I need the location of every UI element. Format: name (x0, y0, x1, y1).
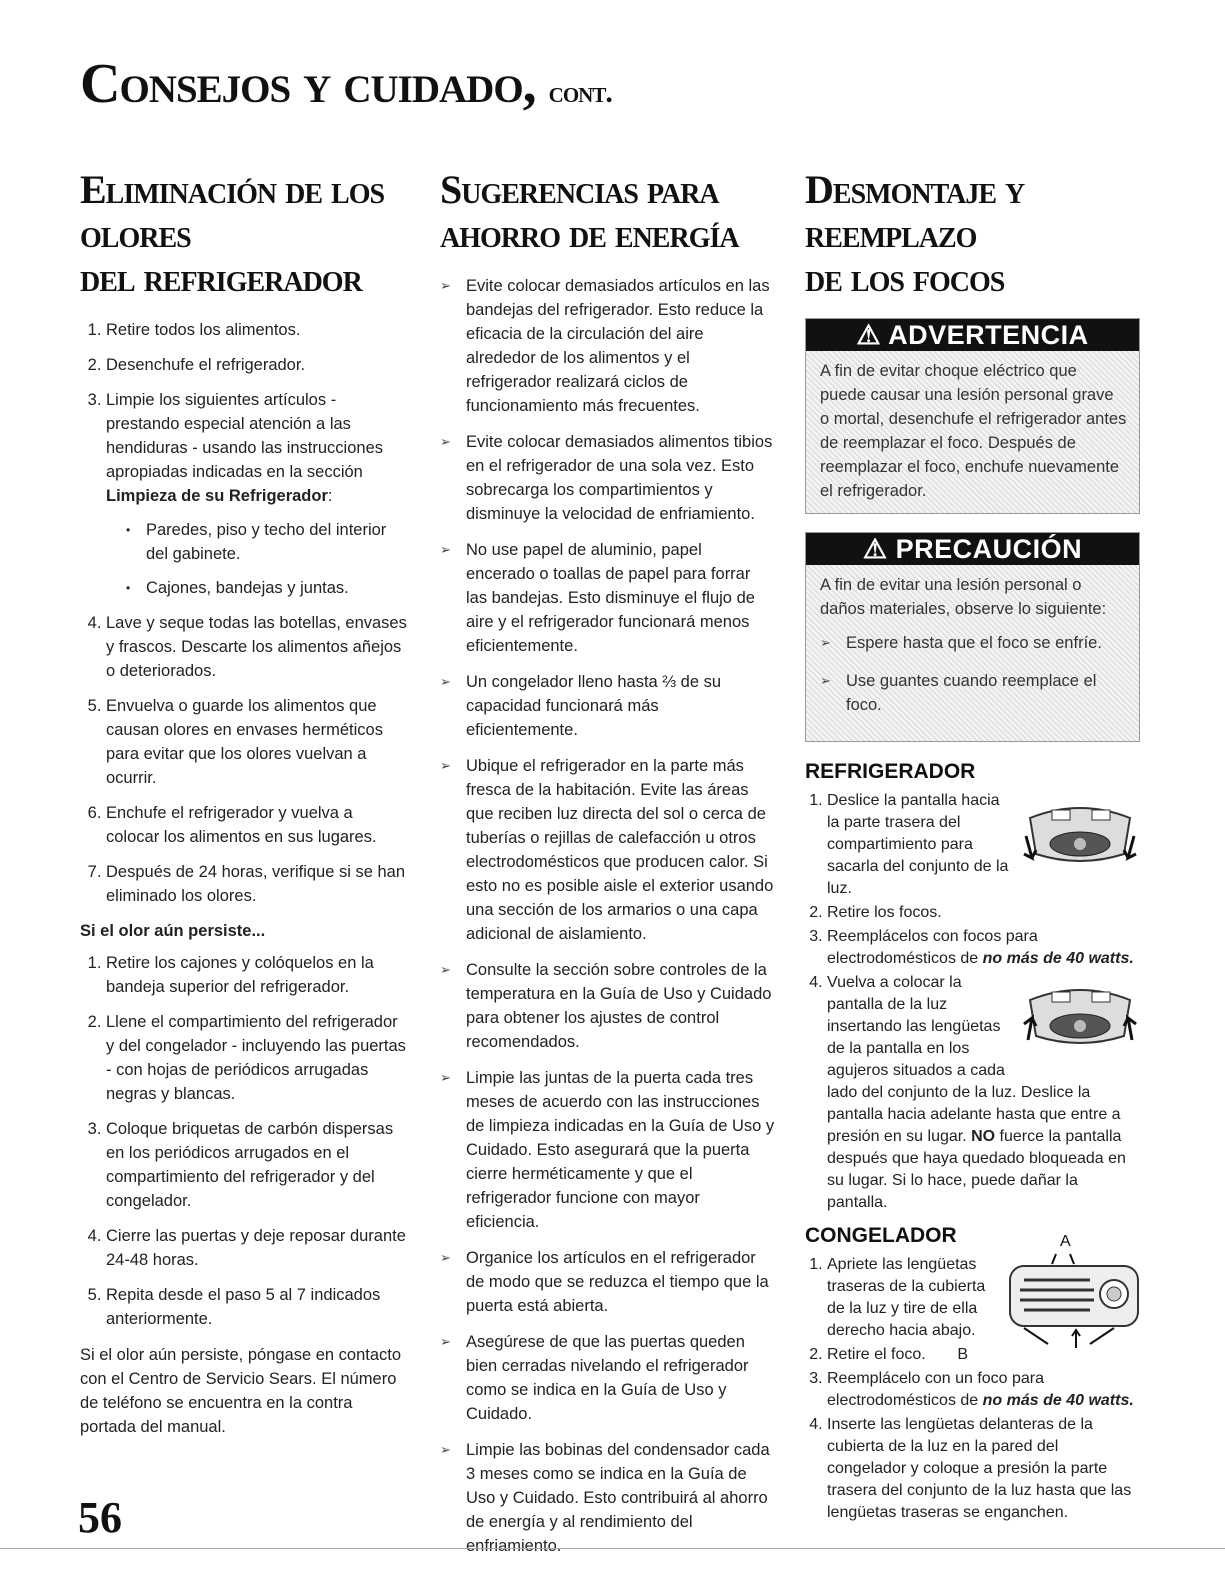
list-item: ➢ Limpie las juntas de la puerta cada tres meses de acuerdo con las instrucciones de limpieza indicadas en la Guía de Uso y Cuidado. Esto asegurará que la puerta cierre herméticamente y que el refrigerador funcione con mayor eficiencia. (440, 1066, 775, 1234)
list-item: 2. Llene el compartimiento del refrigerador y del congelador - incluyendo las puertas - con hojas de periódicos arrugadas negras y blancas. (106, 1010, 410, 1106)
freezer-steps (805, 1233, 1140, 1524)
list-item: 1. Retire los cajones y colóquelos en la bandeja superior del refrigerador. (106, 951, 410, 999)
energy-tips (440, 274, 775, 1558)
warning-header: ⚠ ADVERTENCIA (806, 319, 1139, 351)
list-item: ➢ Use guantes cuando reemplace el foco. (820, 669, 1127, 717)
bottom-divider (0, 1548, 1225, 1549)
freezer-heading: CONGELADOR (805, 1224, 957, 1247)
list-item: ➢ No use papel de aluminio, papel encerado o toallas de papel para forrar las bandejas. Esto disminuye el flujo de aire y el refrigerador funcionará menos eficientemente. (440, 538, 775, 658)
warning-box (805, 318, 1140, 514)
list-item: 3. Limpie los siguientes artículos - prestando especial atención a las hendiduras - usando las instrucciones apropiadas indicadas en la sección Limpieza de su Refrigerador: • Paredes, piso y techo del interior del gabinete. • Cajones, bandejas y juntas. (106, 388, 410, 600)
list-item: ➢ Limpie las bobinas del condensador cada 3 meses como se indica en la Guía de Uso y Cuidado. Esto contribuirá al ahorro de energía y al rendimiento del enfriamiento. (440, 1438, 775, 1558)
list-item: 4. Cierre las puertas y deje reposar durante 24-48 horas. (106, 1224, 410, 1272)
list-item: 4. Vuelva a colocar la pantalla de la luz insertando las lengüetas de la pantalla en los agujeros situados a cada lado del conjunto de la luz. Deslice la pantalla hacia adelante hasta que entre a presión en su lugar. NO fuerce la pantalla después que haya quedado bloqueada en su lugar. Si lo hace, puede dañar la pantalla. (827, 972, 1140, 1214)
list-item: 3. Coloque briquetas de carbón dispersas en los periódicos arrugados en el compartimiento del refrigerador y del congelador. (106, 1117, 410, 1213)
odor-removal-title: Eliminación de los olores del refrigerador (80, 167, 385, 300)
list-item: 3. Reemplácelo con un foco para electrodomésticos de no más de 40 watts. (827, 1368, 1140, 1412)
list-item: 7. Después de 24 horas, verifique si se han eliminado los olores. (106, 860, 410, 908)
list-item: ➢ Evite colocar demasiados artículos en las bandejas del refrigerador. Esto reduce la eficacia de la circulación del aire alrededor de los alimentos y el refrigerador realizará ciclos de funcionamiento más frecuentes. (440, 274, 775, 418)
odor-removal-section (80, 168, 410, 1439)
list-item: 1. Retire todos los alimentos. (106, 318, 410, 342)
list-item: 4. Inserte las lengüetas delanteras de la cubierta de la luz en la pared del congelador y coloque a presión la parte trasera del conjunto de la luz hasta que las lengüetas traseras se enganchen. (827, 1414, 1140, 1524)
refrigerator-light-shield-icon (1020, 978, 1140, 1058)
list-item: 1. A Apriete las lengüetas traseras de la cubierta de la luz y tire de ella derecho hacia abajo. (827, 1254, 1140, 1342)
list-item: ➢ Asegúrese de que las puertas queden bien cerradas nivelando el refrigerador como se indica en la Guía de Uso y Cuidado. (440, 1330, 775, 1426)
list-item: 3. Reemplácelos con focos para electrodomésticos de no más de 40 watts. (827, 926, 1140, 970)
warning-text: A fin de evitar choque eléctrico que puede causar una lesión personal grave o mortal, desenchufe el refrigerador antes de reemplazar el foco. Después de reemplazar el foco, enchufe nuevamente el refrigerador. (820, 362, 1127, 500)
label-a: 1. A (1060, 1233, 1071, 1250)
page-number: 56 (78, 1493, 122, 1542)
caution-header: ⚠ PRECAUCIÓN (806, 533, 1139, 565)
list-item: ➢ Evite colocar demasiados alimentos tibios en el refrigerador de una sola vez. Esto sobrecarga los compartimientos y disminuye la velocidad de enfriamiento. (440, 430, 775, 526)
list-item: • Paredes, piso y techo del interior del gabinete. (126, 518, 410, 566)
bulb-replacement-title: Desmontaje y reemplazo de los focos (805, 167, 1025, 300)
odor-steps (80, 318, 410, 908)
list-item: 5. Envuelva o guarde los alimentos que causan olores en envases herméticos para evitar que los olores vuelvan a ocurrir. (106, 694, 410, 790)
refrigerator-steps (805, 790, 1140, 1214)
list-item: ➢ Un congelador lleno hasta ⅔ de su capacidad funcionará más eficientemente. (440, 670, 775, 742)
freezer-light-cover-icon (990, 1232, 1140, 1350)
page-title: Consejos y cuidado, cont. (80, 53, 612, 115)
list-item: 1. Deslice la pantalla hacia la parte trasera del compartimiento para sacarla del conjunto de la luz. (827, 790, 1140, 900)
list-item: 5. Repita desde el paso 5 al 7 indicados anteriormente. (106, 1283, 410, 1331)
list-item: ➢ Ubique el refrigerador en la parte más fresca de la habitación. Evite las áreas que reciben luz directa del sol o cerca de tuberías o rejillas de calefacción u otros electrodomésticos que producen calor. Si esto no es posible aisle el exterior usando una sección de los armarios o una capa adicional de aislamiento. (440, 754, 775, 946)
label-b: B (957, 1346, 968, 1363)
persist-heading: Si el olor aún persiste... (80, 922, 266, 940)
list-item: ➢ Organice los artículos en el refrigerador de modo que se reduzca el tiempo que la puerta está abierta. (440, 1246, 775, 1318)
caution-box (805, 532, 1140, 742)
list-item: ➢ Espere hasta que el foco se enfríe. (820, 631, 1127, 655)
list-item: 6. Enchufe el refrigerador y vuelva a colocar los alimentos en sus lugares. (106, 801, 410, 849)
energy-saving-title: Sugerencias para ahorro de energía (440, 167, 739, 256)
persist-steps (80, 951, 410, 1331)
list-item: 2. Retire el foco. B (827, 1344, 1140, 1366)
caution-body (806, 565, 1139, 741)
caution-text: A fin de evitar una lesión personal o daños materiales, observe lo siguiente: (820, 576, 1107, 618)
list-item: ➢ Consulte la sección sobre controles de la temperatura en la Guía de Uso y Cuidado para obtener los ajustes de control recomendados. (440, 958, 775, 1054)
refrigerator-heading: REFRIGERADOR (805, 760, 976, 783)
energy-saving-section (440, 168, 775, 1570)
list-item: 2. Retire los focos. (827, 902, 1140, 924)
list-item: • Cajones, bandejas y juntas. (126, 576, 410, 600)
refrigerator-light-shield-icon (1020, 796, 1140, 876)
list-item: 4. Lave y seque todas las botellas, envases y frascos. Descarte los alimentos añejos o deteriorados. (106, 611, 410, 683)
bulb-replacement-section (805, 168, 1140, 1526)
closing-paragraph: Si el olor aún persiste, póngase en contacto con el Centro de Servicio Sears. El número de teléfono se encuentra en la contra portada del manual. (80, 1346, 402, 1436)
list-item: 2. Desenchufe el refrigerador. (106, 353, 410, 377)
